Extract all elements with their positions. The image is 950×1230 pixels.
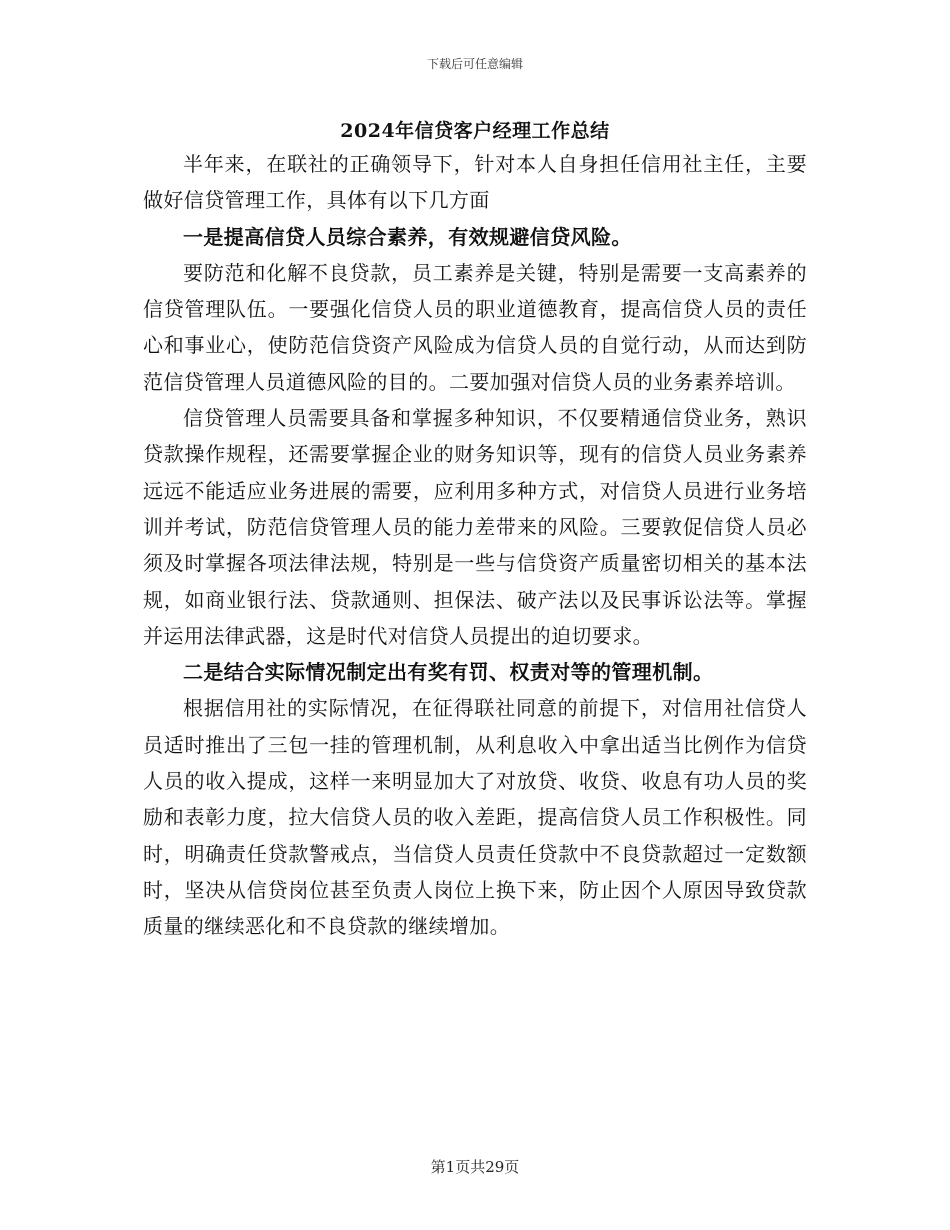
section-heading-1: 一是提高信贷人员综合素养，有效规避信贷风险。 — [183, 224, 632, 249]
body-paragraph: 要防范和化解不良贷款，员工素养是关键，特别是需要一支高素养的信贷管理队伍。一要强化信贷人员的职业道德教育，提高信贷人员的责任心和事业心，使防范信贷资产风险成为信贷人员的自觉行动，从而达到防范信贷管理人员道德风险的目的。二要加强对信贷人员的业务素养培训。 — [143, 260, 807, 394]
body-paragraph: 根据信用社的实际情况，在征得联社同意的前提下，对信用社信贷人员适时推出了三包一挂的管理机制，从利息收入中拿出适当比例作为信贷人员的收入提成，这样一来明显加大了对放贷、收贷、收息有功人员的奖励和表彰力度，拉大信贷人员的收入差距，提高信贷人员工作积极性。同时，明确责任贷款警戒点，当信贷人员责任贷款中不良贷款超过一定数额时，坚决从信贷岗位甚至负责人岗位上换下来，防止因个人原因导致贷款质量的继续恶化和不良贷款的继续增加。 — [143, 696, 807, 939]
section-heading-2: 二是结合实际情况制定出有奖有罚、权责对等的管理机制。 — [183, 660, 714, 685]
header-note: 下载后可任意编辑 — [426, 57, 523, 71]
document-body — [143, 146, 807, 945]
intro-paragraph: 半年来，在联社的正确领导下，针对本人自身担任信用社主任，主要做好信贷管理工作，具体有以下几方面 — [143, 152, 807, 213]
document-title: 2024年信贷客户经理工作总结 — [340, 120, 610, 142]
page-number: 第1页共29页 — [430, 1158, 520, 1176]
body-paragraph: 信贷管理人员需要具备和掌握多种知识，不仅要精通信贷业务，熟识贷款操作规程，还需要掌握企业的财务知识等，现有的信贷人员业务素养远远不能适应业务进展的需要，应利用多种方式，对信贷人员进行业务培训并考试，防范信贷管理人员的能力差带来的风险。三要敦促信贷人员必须及时掌握各项法律法规，特别是一些与信贷资产质量密切相关的基本法规，如商业银行法、贷款通则、担保法、破产法以及民事诉讼法等。掌握并运用法律武器，这是时代对信贷人员提出的迫切要求。 — [143, 406, 807, 648]
